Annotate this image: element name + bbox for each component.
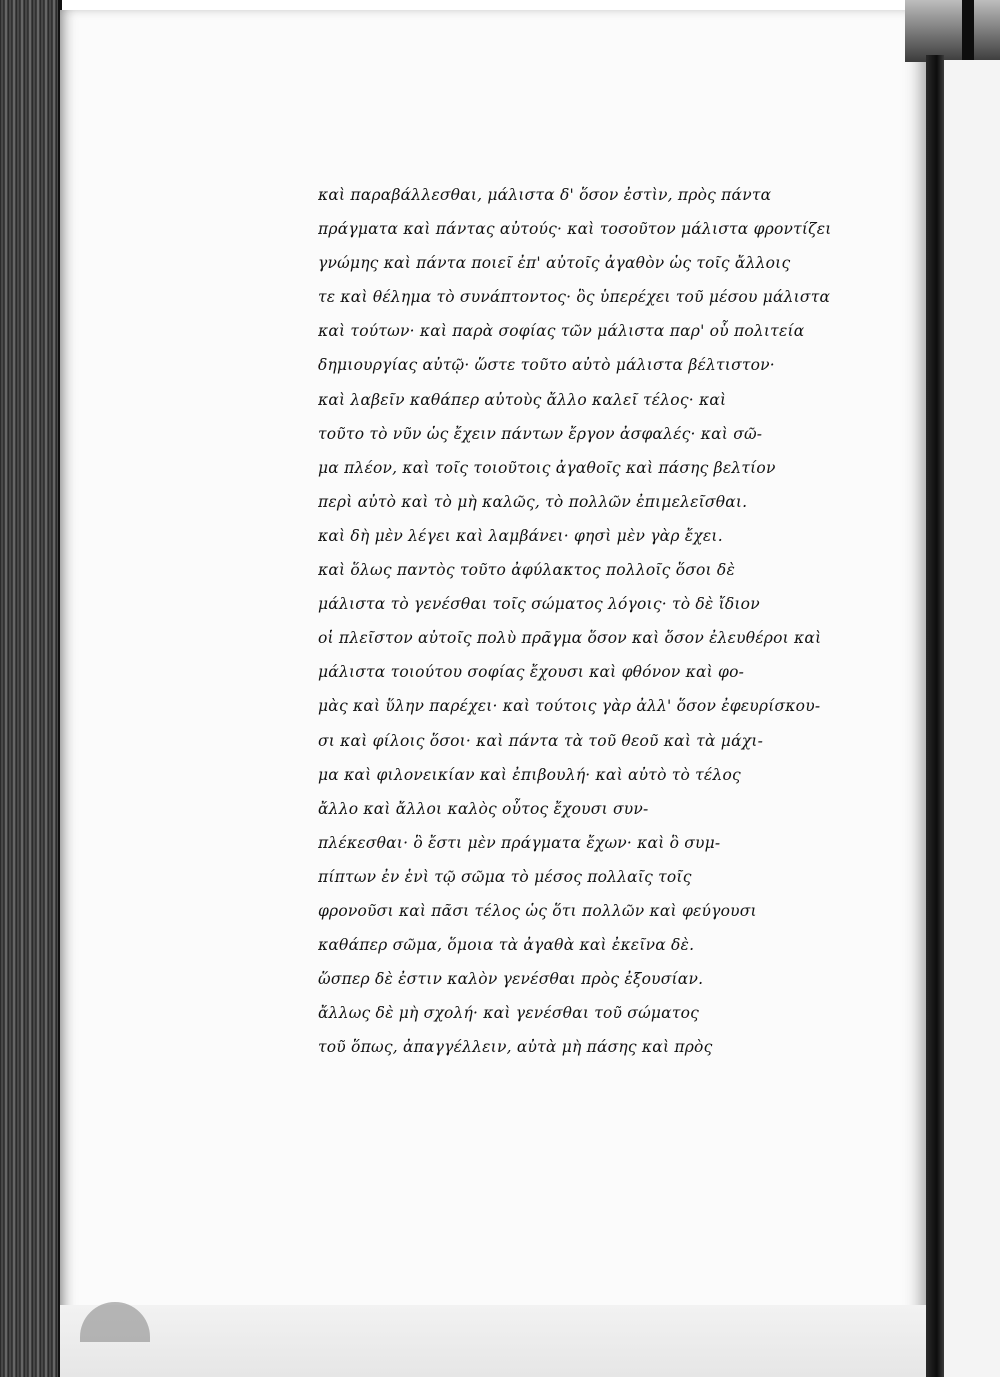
manuscript-line: μάλιστα τὸ γενέσθαι τοῖς σώματος λόγοις· τὸ δὲ ἴδιον (318, 594, 760, 614)
book-binding (0, 0, 58, 1377)
page-bottom-margin (60, 1305, 926, 1377)
manuscript-line: σι καὶ φίλοις ὅσοι· καὶ πάντα τὰ τοῦ θεοῦ καὶ τὰ μάχι- (318, 731, 764, 750)
top-right-shadow (905, 0, 1000, 62)
manuscript-line: καθάπερ σῶμα, ὅμοια τὰ ἀγαθὰ καὶ ἐκεῖνα δὲ. (318, 935, 695, 955)
manuscript-line: μα καὶ φιλονεικίαν καὶ ἐπιβουλή· καὶ αὐτὸ τὸ τέλος (318, 765, 741, 785)
book-gutter (926, 55, 944, 1377)
manuscript-line: μάλιστα τοιούτου σοφίας ἔχουσι καὶ φθόνον καὶ φο- (318, 662, 745, 682)
manuscript-line: καὶ ὅλως παντὸς τοῦτο ἀφύλακτος πολλοῖς ὅσοι δὲ (318, 560, 735, 580)
manuscript-line: πράγματα καὶ πάντας αὐτούς· καὶ τοσοῦτον μάλιστα φροντίζει (318, 219, 832, 239)
manuscript-line: δημιουργίας αὐτῷ· ὥστε τοῦτο αὐτὸ μάλιστα βέλτιστον· (318, 356, 775, 375)
manuscript-line: οἱ πλεῖστον αὐτοῖς πολὺ πρᾶγμα ὅσον καὶ ὅσον ἐλευθέροι καὶ (318, 628, 822, 648)
manuscript-line: φρονοῦσι καὶ πᾶσι τέλος ὡς ὅτι πολλῶν καὶ φεύγουσι (318, 901, 757, 921)
manuscript-line: περὶ αὐτὸ καὶ τὸ μὴ καλῶς, τὸ πολλῶν ἐπιμελεῖσθαι. (318, 492, 748, 512)
manuscript-line: τοῦ ὅπως, ἀπαγγέλλειν, αὐτὰ μὴ πάσης καὶ πρὸς (318, 1037, 713, 1057)
manuscript-line: καὶ παραβάλλεσθαι, μάλιστα δ' ὅσον ἐστὶν, πρὸς πάντα (318, 185, 772, 205)
manuscript-line: μὰς καὶ ὕλην παρέχει· καὶ τούτοις γὰρ ἀλλ' ὅσον ἐφευρίσκου- (318, 696, 821, 716)
manuscript-text-block (318, 178, 878, 1064)
manuscript-line: τοῦτο τὸ νῦν ὡς ἔχειν πάντων ἔργον ἀσφαλές· καὶ σῶ- (318, 424, 763, 444)
manuscript-line: καὶ δὴ μὲν λέγει καὶ λαμβάνει· φησὶ μὲν γὰρ ἔχει. (318, 526, 723, 546)
manuscript-line: γνώμης καὶ πάντα ποιεῖ ἐπ' αὐτοῖς ἀγαθὸν ὡς τοῖς ἄλλοις (318, 253, 791, 273)
manuscript-line: ὥσπερ δὲ ἐστιν καλὸν γενέσθαι πρὸς ἐξουσίαν. (318, 969, 704, 989)
manuscript-line: ἄλλο καὶ ἄλλοι καλὸς οὗτος ἔχουσι συν- (318, 799, 649, 819)
manuscript-line: πλέκεσθαι· ὃ ἔστι μὲν πράγματα ἔχων· καὶ ὃ συμ- (318, 833, 721, 853)
manuscript-line: ἄλλως δὲ μὴ σχολή· καὶ γενέσθαι τοῦ σώματος (318, 1003, 700, 1023)
manuscript-line: τε καὶ θέλημα τὸ συνάπτοντος· ὃς ὑπερέχει τοῦ μέσου μάλιστα (318, 287, 831, 307)
manuscript-line: πίπτων ἐν ἑνὶ τῷ σῶμα τὸ μέσος πολλαῖς τοῖς (318, 867, 692, 887)
manuscript-line: καὶ τούτων· καὶ παρὰ σοφίας τῶν μάλιστα παρ' οὗ πολιτεία (318, 321, 805, 341)
facing-page-edge (944, 60, 1000, 1377)
manuscript-line: μα πλέον, καὶ τοῖς τοιοῦτοις ἀγαθοῖς καὶ πάσης βελτίον (318, 458, 776, 478)
manuscript-line: καὶ λαβεῖν καθάπερ αὐτοὺς ἄλλο καλεῖ τέλος· καὶ (318, 390, 727, 410)
